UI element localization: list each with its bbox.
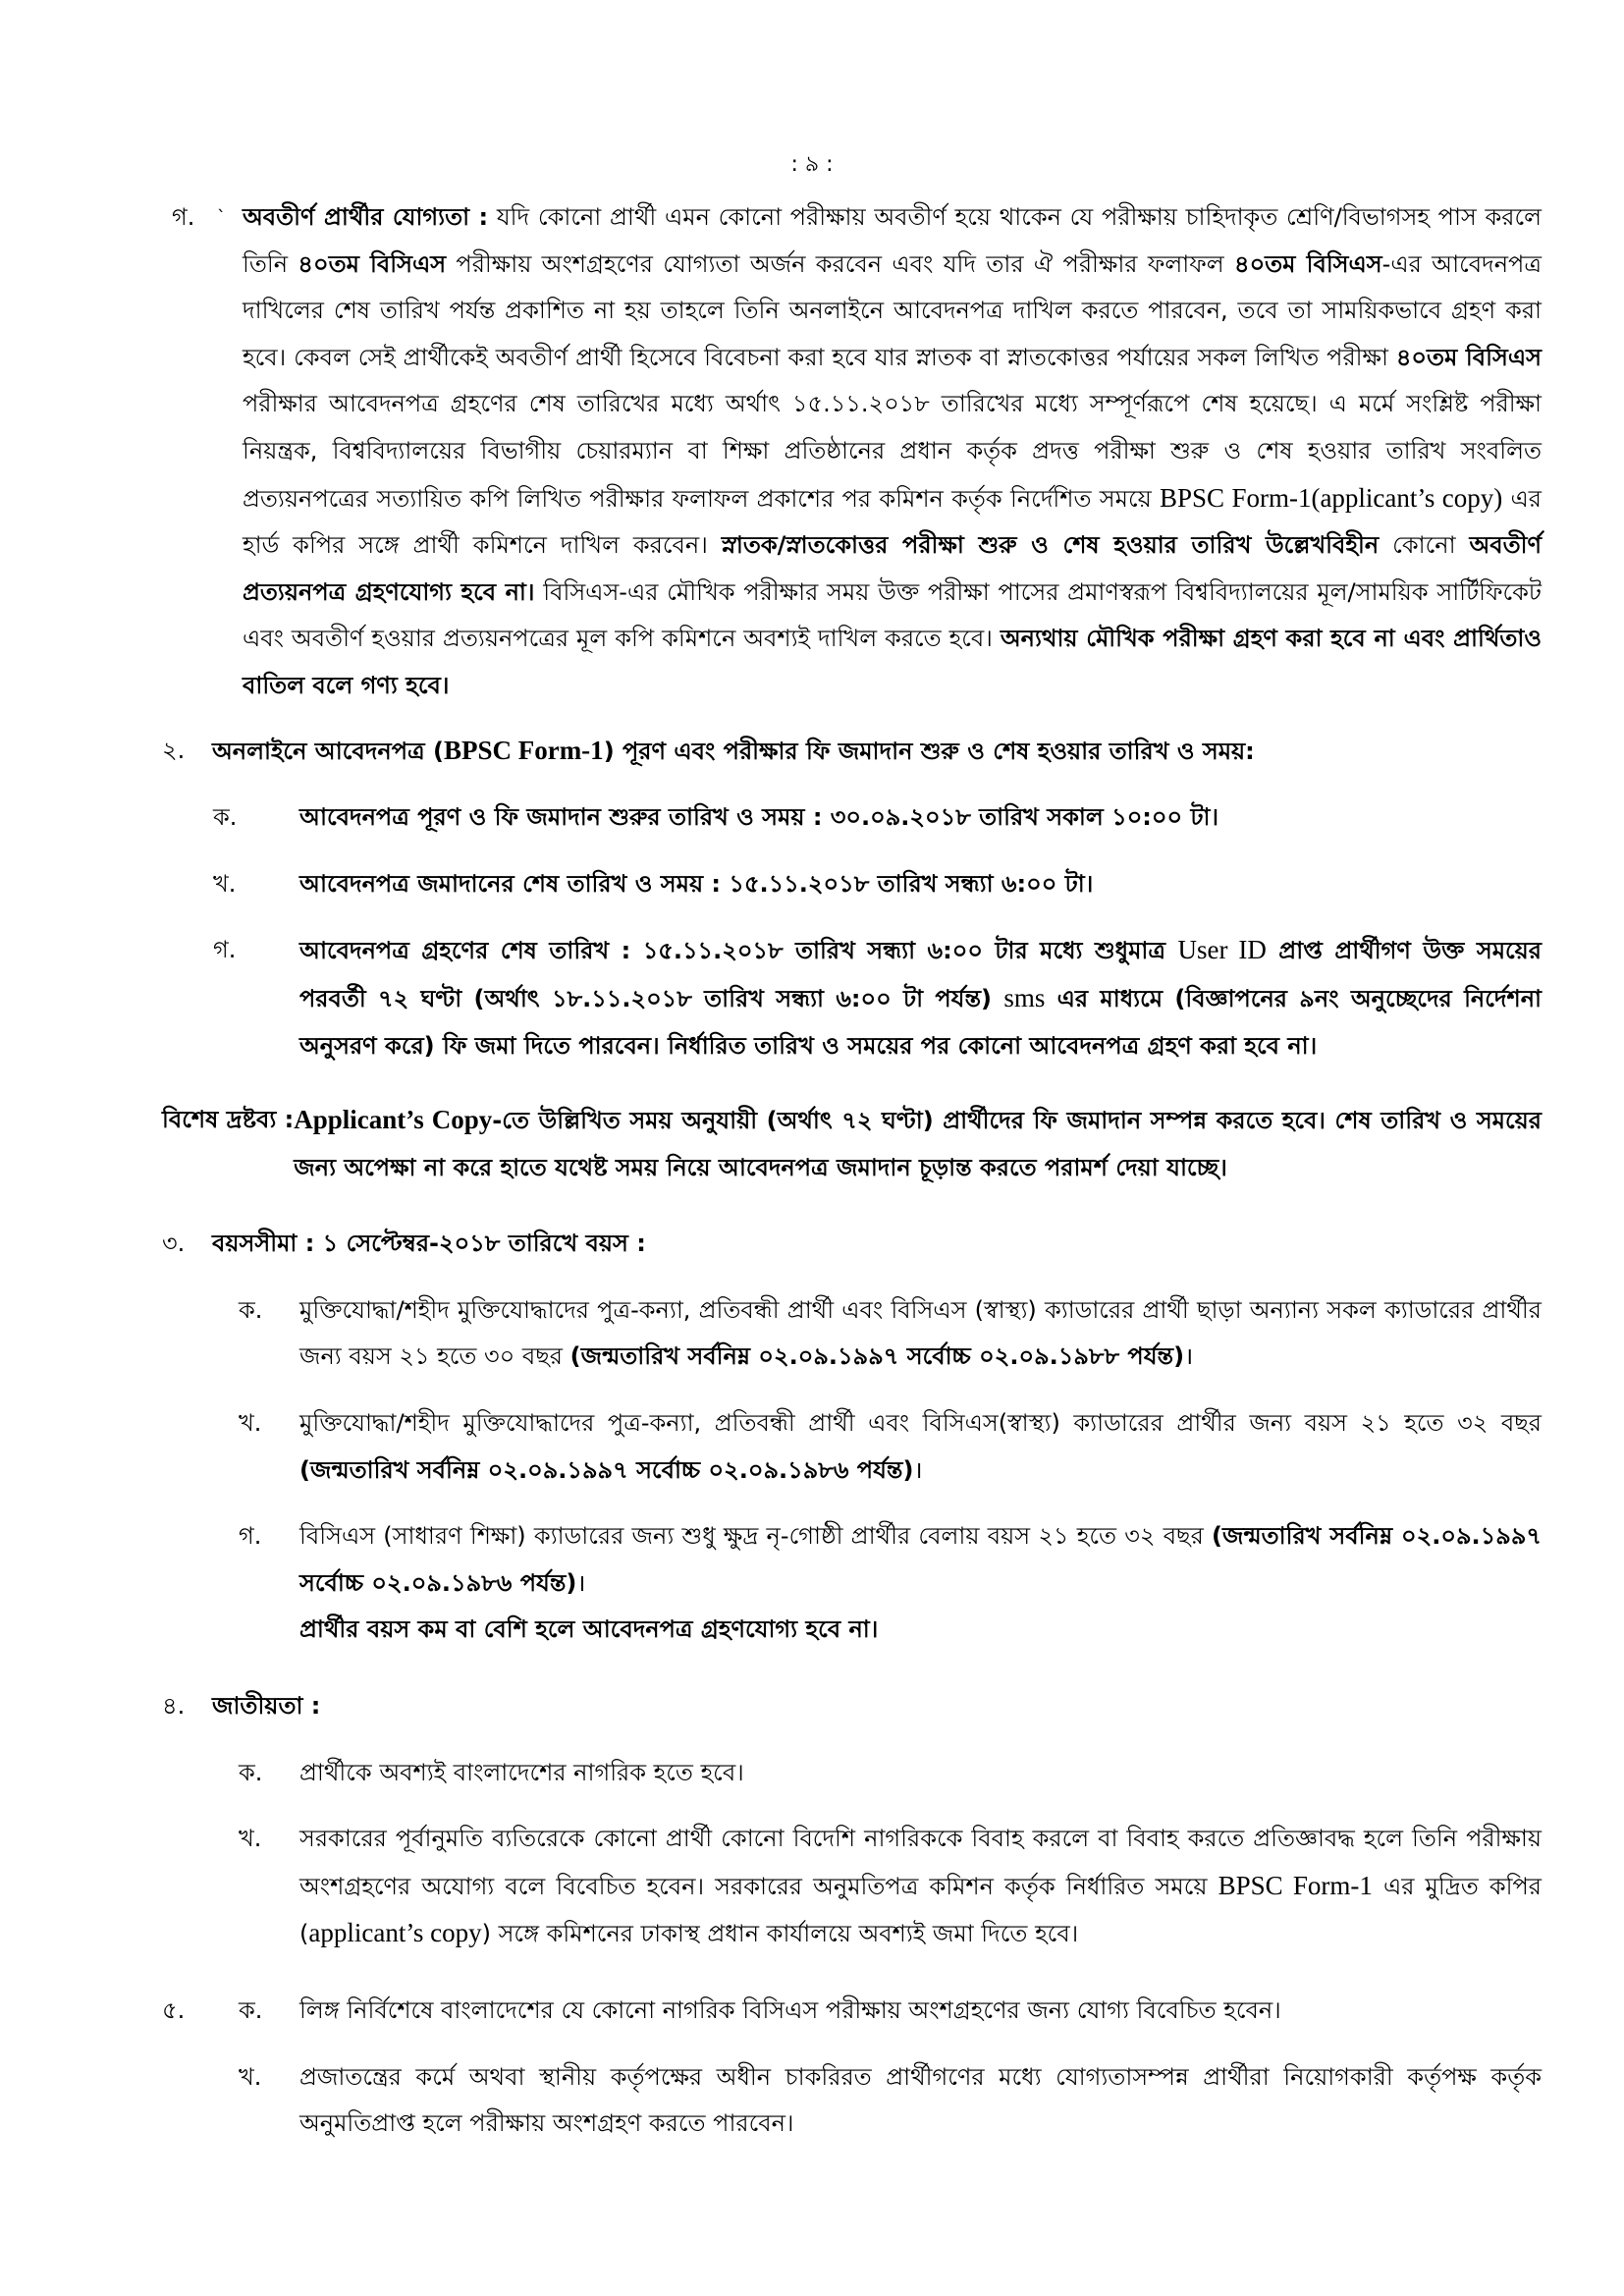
item-marker: খ. [239, 1825, 262, 1853]
item-marker: ক. [239, 1295, 263, 1324]
section-3-heading: ৩. বয়সসীমা : ১ সেপ্টেম্বর-২০১৮ তারিখে বয়স : [162, 1221, 1542, 1268]
item-marker: ক. [239, 1996, 263, 2024]
section-number: ৩. [162, 1230, 186, 1258]
item-marker: গ. [213, 936, 237, 964]
sec3-item-kha: খ. মুক্তিযোদ্ধা/শহীদ মুক্তিযোদ্ধাদের পুত্র-কন্যা, প্রতিবন্ধী প্রার্থী এবং বিসিএস(স্বাস্থ্য) ক্যাডারের প্রার্থীর জন্য বয়স ২১ হতে ৩২ বছর (জন্মতারিখ সর্বনিম্ন ০২.০৯.১৯৯৭ সর্বোচ্চ ০২.০৯.১৯৮৬ পর্যন্ত)। [239, 1400, 1542, 1494]
form-name: BPSC Form-1(applicant’s copy) [1160, 482, 1503, 513]
sec2-item-ka: ক. আবেদনপত্র পূরণ ও ফি জমাদান শুরুর তারিখ ও সময় : ৩০.০৯.২০১৮ তারিখ সকাল ১০:০০ টা। [213, 794, 1542, 842]
sec5-item-ka: ৫. ক. লিঙ্গ নির্বিশেষে বাংলাদেশের যে কোনো নাগরিক বিসিএস পরীক্ষায় অংশগ্রহণের জন্য যোগ্য বিবেচিত হবেন। [162, 1988, 1542, 2035]
section-number: ৪. [162, 1692, 186, 1721]
section-2-heading: ২. অনলাইনে আবেদনপত্র (BPSC Form-1) পূরণ এবং পরীক্ষার ফি জমাদান শুরু ও শেষ হওয়ার তারিখ ও সময়: [162, 710, 1542, 776]
age-warning: প্রার্থীর বয়স কম বা বেশি হলে আবেদনপত্র গ্রহণযোগ্য হবে না। [299, 1615, 879, 1644]
item-marker: খ. [239, 2062, 262, 2091]
section-number: ৫. [162, 1996, 186, 2024]
section-number: ২. [162, 736, 186, 764]
sec3-item-ga: গ. বিসিএস (সাধারণ শিক্ষা) ক্যাডারের জন্য শুধু ক্ষুদ্র নৃ-গোষ্ঠী প্রার্থীর বেলায় বয়স ২১ হতে ৩২ বছর (জন্মতারিখ সর্বনিম্ন ০২.০৯.১৯৯৭ সর্বোচ্চ ০২.০৯.১৯৮৬ পর্যন্ত)। প্রার্থীর বয়স কম বা বেশি হলে আবেদনপত্র গ্রহণযোগ্য হবে না। [239, 1513, 1542, 1654]
sec2-item-ga: গ. আবেদনপত্র গ্রহণের শেষ তারিখ : ১৫.১১.২০১৮ তারিখ সন্ধ্যা ৬:০০ টার মধ্যে শুধুমাত্র User ID প্রাপ্ত প্রার্থীগণ উক্ত সময়ের পরবর্তী ৭২ ঘণ্টা (অর্থাৎ ১৮.১১.২০১৮ তারিখ সন্ধ্যা ৬:০০ টা পর্যন্ত) sms এর মাধ্যমে (বিজ্ঞাপনের ৯নং অনুচ্ছেদের নির্দেশনা অনুসরণ করে) ফি জমা দিতে পারবেন। নির্ধারিত তারিখ ও সময়ের পর কোনো আবেদনপত্র গ্রহণ করা হবে না। [213, 927, 1542, 1069]
sec5-item-kha: খ. প্রজাতন্ত্রের কর্মে অথবা স্থানীয় কর্তৃপক্ষের অধীন চাকরিরত প্রার্থীগণের মধ্যে যোগ্যতাসম্পন্ন প্রার্থীরা নিয়োগকারী কর্তৃপক্ষ কর্তৃক অনুমতিপ্রাপ্ত হলে পরীক্ষায় অংশগ্রহণ করতে পারবেন। [239, 2054, 1542, 2148]
item-marker: খ. [239, 1409, 262, 1438]
item-title: অবতীর্ণ প্রার্থীর যোগ্যতা : [243, 203, 489, 231]
section-4-heading: ৪. জাতীয়তা : [162, 1683, 1542, 1730]
item-text: অবতীর্ণ প্রার্থীর যোগ্যতা : যদি কোনো প্রার্থী এমন কোনো পরীক্ষায় অবতীর্ণ হয়ে থাকেন যে পরীক্ষায় চাহিদাকৃত শ্রেণি/বিভাগসহ পাস করলে তিনি ৪০তম বিসিএস পরীক্ষায় অংশগ্রহণের যোগ্যতা অর্জন করবেন এবং যদি তার ঐ পরীক্ষার ফলাফল ৪০তম বিসিএস-এর আবেদনপত্র দাখিলের শেষ তারিখ পর্যন্ত প্রকাশিত না হয় তাহলে তিনি অনলাইনে আবেদনপত্র দাখিল করতে পারবেন, তবে তা সাময়িকভাবে গ্রহণ করা হবে। কেবল সেই প্রার্থীকেই অবতীর্ণ প্রার্থী হিসেবে বিবেচনা করা হবে যার স্নাতক বা স্নাতকোত্তর পর্যায়ের সকল লিখিত পরীক্ষা ৪০তম বিসিএস পরীক্ষার আবেদনপত্র গ্রহণের শেষ তারিখের মধ্যে অর্থাৎ ১৫.১১.২০১৮ তারিখের মধ্যে সম্পূর্ণরূপে শেষ হয়েছে। এ মর্মে সংশ্লিষ্ট পরীক্ষা নিয়ন্ত্রক, বিশ্ববিদ্যালয়ের বিভাগীয় চেয়ারম্যান বা শিক্ষা প্রতিষ্ঠানের প্রধান কর্তৃক প্রদত্ত পরীক্ষা শুরু ও শেষ হওয়ার তারিখ সংবলিত প্রত্যয়নপত্রের সত্যায়িত কপি লিখিত পরীক্ষার ফলাফল প্রকাশের পর কমিশন কর্তৃক নির্দেশিত সময়ে BPSC Form-1(applicant’s copy) এর হার্ড কপির সঙ্গে প্রার্থী কমিশনে দাখিল করবেন। স্নাতক/স্নাতকোত্তর পরীক্ষা শুরু ও শেষ হওয়ার তারিখ উল্লেখবিহীন কোনো অবতীর্ণ প্রত্যয়নপত্র গ্রহণযোগ্য হবে না। বিসিএস-এর মৌখিক পরীক্ষার সময় উক্ত পরীক্ষা পাসের প্রমাণস্বরূপ বিশ্ববিদ্যালয়ের মূল/সাময়িক সার্টিফিকেট এবং অবতীর্ণ হওয়ার প্রত্যয়নপত্রের মূল কপি কমিশনে অবশ্যই দাখিল করতে হবে। অন্যথায় মৌখিক পরীক্ষা গ্রহণ করা হবে না এবং প্রার্থিতাও বাতিল বলে গণ্য হবে। [243, 203, 1543, 699]
sec2-item-kha: খ. আবেদনপত্র জমাদানের শেষ তারিখ ও সময় : ১৫.১১.২০১৮ তারিখ সন্ধ্যা ৬:০০ টা। [213, 861, 1542, 908]
sec3-item-ka: ক. মুক্তিযোদ্ধা/শহীদ মুক্তিযোদ্ধাদের পুত্র-কন্যা, প্রতিবন্ধী প্রার্থী এবং বিসিএস (স্বাস্থ্য) ক্যাডারের প্রার্থী ছাড়া অন্যান্য সকল ক্যাডারের প্রার্থীর জন্য বয়স ২১ হতে ৩০ বছর (জন্মতারিখ সর্বনিম্ন ০২.০৯.১৯৯৭ সর্বোচ্চ ০২.০৯.১৯৮৮ পর্যন্ত)। [239, 1287, 1542, 1381]
sec4-item-ka: ক. প্রার্থীকে অবশ্যই বাংলাদেশের নাগরিক হতে হবে। [239, 1750, 1542, 1797]
item-marker: গ. [239, 1522, 262, 1551]
document-body [162, 194, 1543, 2148]
special-note [162, 1097, 1542, 1191]
page-number: : ৯ : [790, 152, 834, 177]
sec1-item-ga [172, 194, 1542, 710]
tick-mark: ` [217, 207, 226, 228]
item-marker: গ. [172, 203, 195, 231]
note-label: বিশেষ দ্রষ্টব্য : [162, 1106, 295, 1134]
note-text: Applicant’s Copy-তে উল্লিখিত সময় অনুযায়ী (অর্থাৎ ৭২ ঘণ্টা) প্রার্থীদের ফি জমাদান সম্পন্ন করতে হবে। শেষ তারিখ ও সময়ের জন্য অপেক্ষা না করে হাতে যথেষ্ট সময় নিয়ে আবেদনপত্র জমাদান চূড়ান্ত করতে পরামর্শ দেয়া যাচ্ছে। [294, 1105, 1542, 1181]
item-marker: খ. [213, 869, 237, 898]
sec4-item-kha: খ. সরকারের পূর্বানুমতি ব্যতিরেকে কোনো প্রার্থী কোনো বিদেশি নাগরিককে বিবাহ করলে বা বিবাহ করতে প্রতিজ্ঞাবদ্ধ হলে তিনি পরীক্ষায় অংশগ্রহণের অযোগ্য বলে বিবেচিত হবেন। সরকারের অনুমতিপত্র কমিশন কর্তৃক নির্ধারিত সময়ে BPSC Form-1 এর মুদ্রিত কপির (applicant’s copy) সঙ্গে কমিশনের ঢাকাস্থ প্রধান কার্যালয়ে অবশ্যই জমা দিতে হবে। [239, 1816, 1542, 1958]
item-marker: ক. [213, 803, 238, 832]
item-marker: ক. [239, 1758, 263, 1786]
